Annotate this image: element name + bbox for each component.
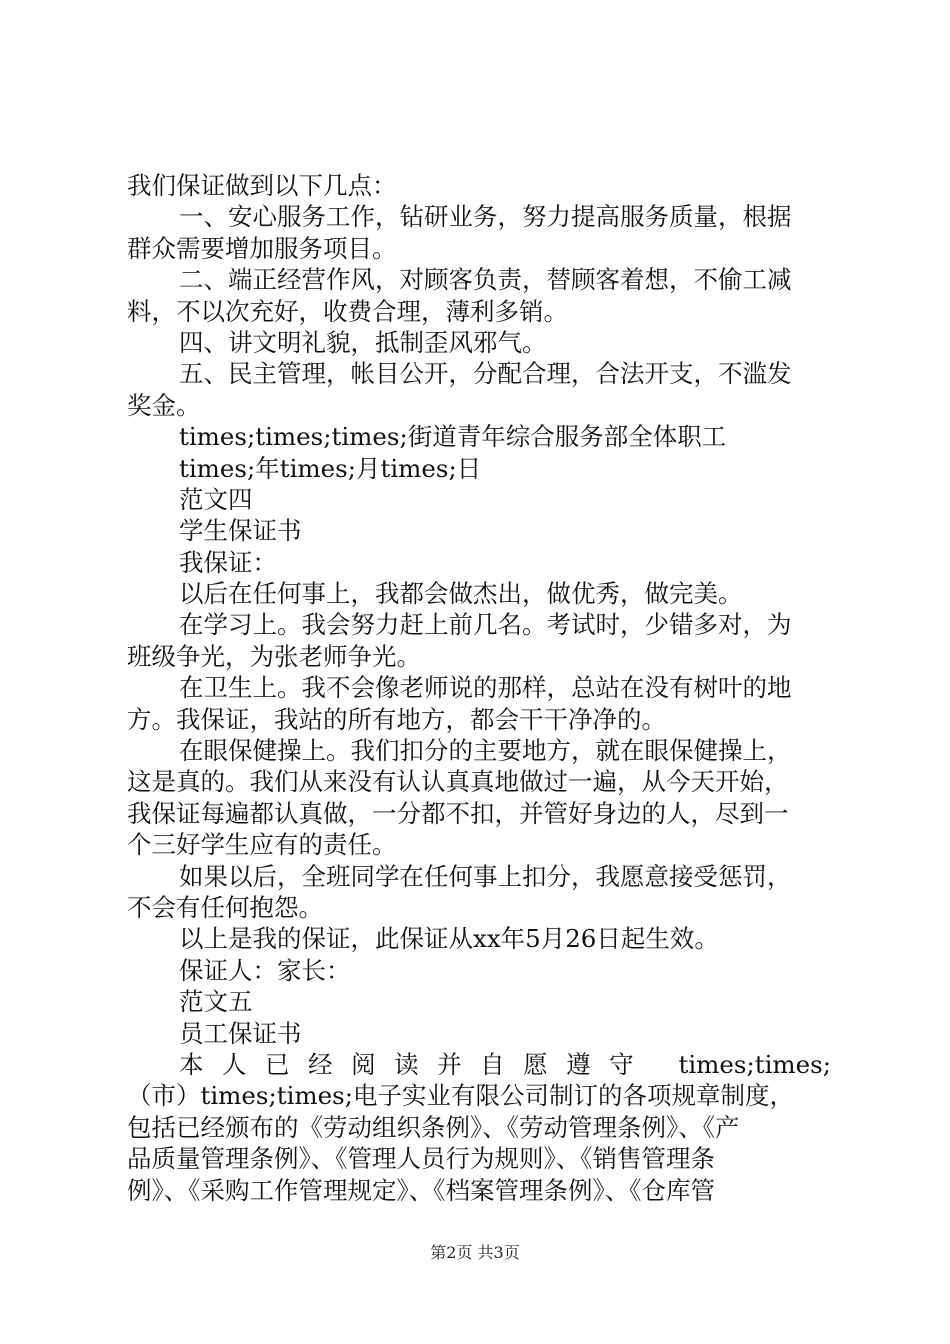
- body-line: 包括已经颁布的《劳动组织条例》、《劳动管理条例》、《产: [127, 1112, 740, 1142]
- section-heading: 范文四: [179, 484, 253, 514]
- page-number-footer: 第2页 共3页: [430, 1243, 520, 1262]
- body-line: 四、讲文明礼貌，抵制歪风邪气。: [179, 327, 547, 357]
- body-line: 在学习上。我会努力赶上前几名。考试时，少错多对，为: [179, 610, 792, 640]
- body-line: 群众需要增加服务项目。: [127, 233, 397, 263]
- body-line: 个三好学生应有的责任。: [127, 830, 397, 860]
- body-line: 方。我保证，我站的所有地方，都会干干净净的。: [127, 704, 666, 734]
- body-line: 奖金。: [127, 390, 201, 420]
- body-line: 料，不以次充好，收费合理，薄利多销。: [127, 296, 568, 326]
- document-title: 学生保证书: [179, 516, 302, 546]
- body-line: 在卫生上。我不会像老师说的那样，总站在没有树叶的地: [179, 673, 792, 703]
- document-body: [127, 170, 831, 1206]
- body-line: 我们保证做到以下几点：: [127, 171, 397, 200]
- body-line: （市）times;times;电子实业有限公司制订的各项规章制度，: [127, 1081, 794, 1111]
- body-line: 以后在任何事上，我都会做杰出，做优秀，做完美。: [179, 579, 743, 609]
- body-line: 二、端正经营作风，对顾客负责，替顾客着想，不偷工减: [179, 265, 792, 295]
- section-heading: 范文五: [179, 987, 253, 1017]
- body-line: 不会有任何抱怨。: [127, 892, 323, 922]
- body-line: 如果以后，全班同学在任何事上扣分，我愿意接受惩罚，: [179, 861, 792, 891]
- body-line: 五、民主管理，帐目公开，分配合理，合法开支，不滥发: [179, 359, 792, 389]
- body-line: 本人已经阅读并自愿遵守 times;times;: [179, 1049, 831, 1079]
- body-line: 以上是我的保证，此保证从xx年5月26日起生效。: [179, 924, 719, 954]
- body-line: 这是真的。我们从来没有认认真真地做过一遍，从今天开始，: [127, 767, 789, 797]
- signature-line: 保证人：家长：: [179, 955, 351, 985]
- body-line: 例》、《采购工作管理规定》、《档案管理条例》、《仓库管: [127, 1175, 715, 1205]
- body-line: 在眼保健操上。我们扣分的主要地方，就在眼保健操上，: [179, 736, 792, 766]
- body-line: 班级争光，为张老师争光。: [127, 641, 421, 671]
- body-line: 我保证每遍都认真做，一分都不扣，并管好身边的人，尽到一: [127, 798, 789, 828]
- body-line: 我保证：: [179, 547, 277, 577]
- document-title: 员工保证书: [179, 1018, 302, 1048]
- date-line: times;年times;月times;日: [179, 453, 482, 483]
- body-line: 一、安心服务工作，钻研业务，努力提高服务质量，根据: [179, 202, 792, 232]
- signature-line: times;times;times;街道青年综合服务部全体职工: [179, 422, 727, 452]
- body-line: 品质量管理条例》、《管理人员行为规则》、《销售管理条: [127, 1144, 715, 1174]
